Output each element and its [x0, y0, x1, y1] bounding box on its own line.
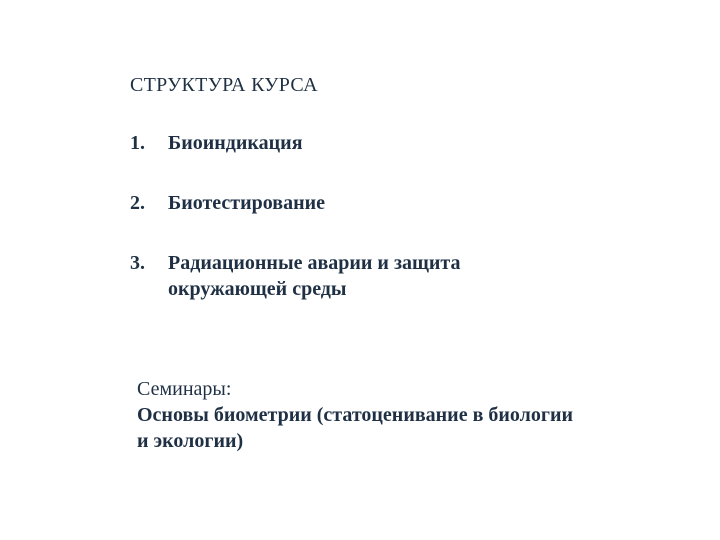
seminars-topic: Основы биометрии (статоценивание в биологии и экологии): [137, 404, 573, 452]
seminars-block: [137, 376, 577, 454]
list-item-text: Биоиндикация: [168, 132, 303, 154]
list-item-text: Биотестирование: [168, 192, 326, 214]
list-item-text: Радиационные аварии и защита окружающей среды: [168, 252, 461, 300]
list-item-biotesting: [130, 190, 590, 216]
list-item-bioindication: [130, 130, 590, 156]
seminars-label: Семинары:: [137, 378, 232, 400]
course-structure-list: [130, 130, 590, 302]
list-item-number: 1.: [130, 132, 145, 154]
list-item-number: 2.: [130, 192, 145, 214]
list-item-radiation-accidents: [130, 250, 590, 302]
list-item-number: 3.: [130, 252, 145, 274]
slide-title: СТРУКТУРА КУРСА: [130, 74, 318, 96]
